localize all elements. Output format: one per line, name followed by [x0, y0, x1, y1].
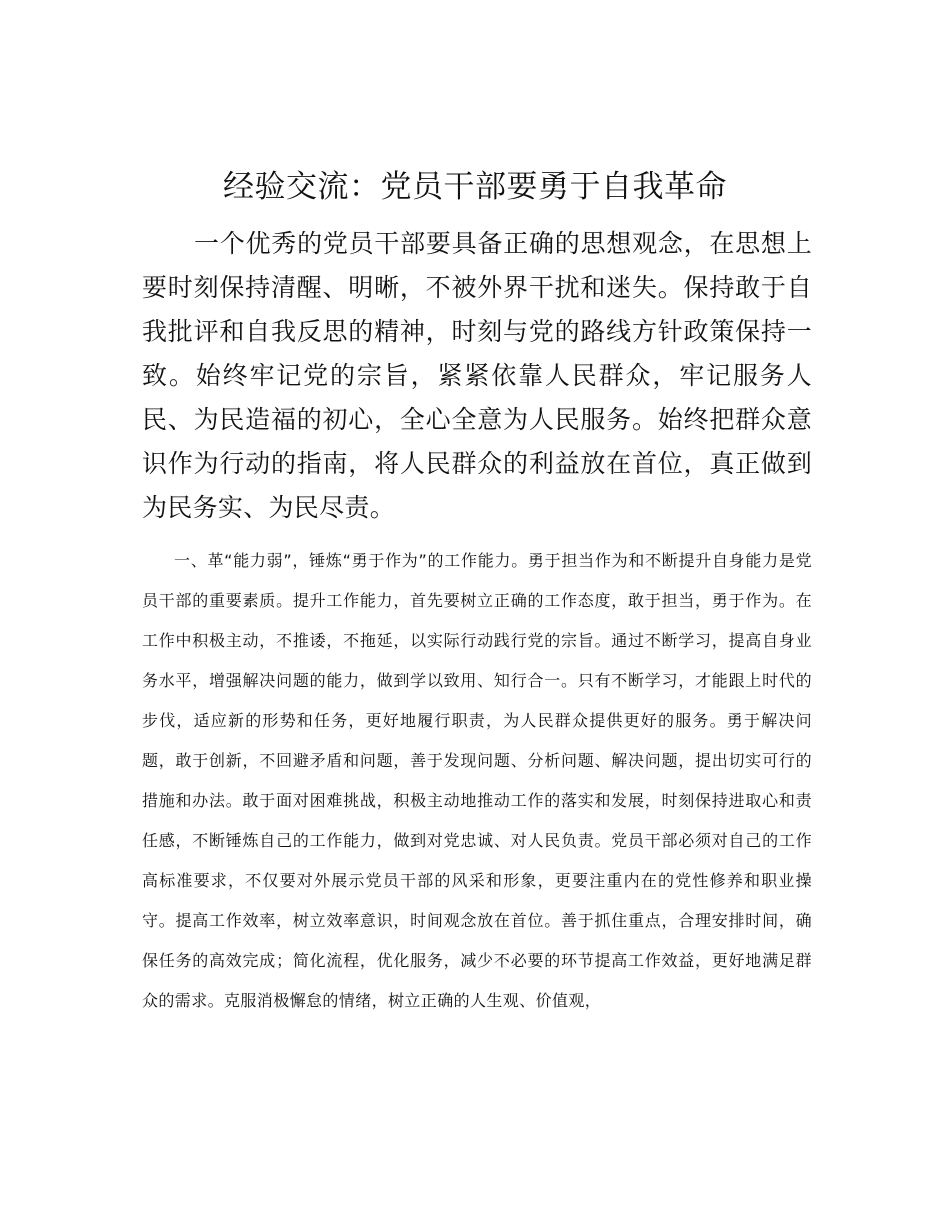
lead-paragraph: 一个优秀的党员干部要具备正确的思想观念，在思想上要时刻保持清醒、明晰，不被外界干扰和迷失。保持敢于自我批评和自我反思的精神，时刻与党的路线方针政策保持一致。始终牢记党的宗旨，紧紧依靠人民群众，牢记服务人民、为民造福的初心，全心全意为人民服务。始终把群众意识作为行动的指南，将人民群众的利益放在首位，真正做到为民务实、为民尽责。	[142, 229, 812, 522]
section-one-paragraph: 一、革“能力弱”，锤炼“勇于作为”的工作能力。勇于担当作为和不断提升自身能力是党员干部的重要素质。提升工作能力，首先要树立正确的工作态度，敢于担当，勇于作为。在工作中积极主动，不推诿，不拖延，以实际行动践行党的宗旨。通过不断学习，提高自身业务水平，增强解决问题的能力，做到学以致用、知行合一。只有不断学习，才能跟上时代的步伐，适应新的形势和任务，更好地履行职责，为人民群众提供更好的服务。勇于解决问题，敢于创新，不回避矛盾和问题，善于发现问题、分析问题、解决问题，提出切实可行的措施和办法。敢于面对困难挑战，积极主动地推动工作的落实和发展，时刻保持进取心和责任感，不断锤炼自己的工作能力，做到对党忠诚、对人民负责。党员干部必须对自己的工作高标准要求，不仅要对外展示党员干部的风采和形象，更要注重内在的党性修养和职业操守。提高工作效率，树立效率意识，时间观念放在首位。善于抓住重点，合理安排时间，确保任务的高效完成；简化流程，优化服务，减少不必要的环节提高工作效益，更好地满足群众的需求。克服消极懈怠的情绪，树立正确的人生观、价值观，	[142, 551, 812, 1010]
document-title: 经验交流：党员干部要勇于自我革命	[223, 169, 727, 205]
